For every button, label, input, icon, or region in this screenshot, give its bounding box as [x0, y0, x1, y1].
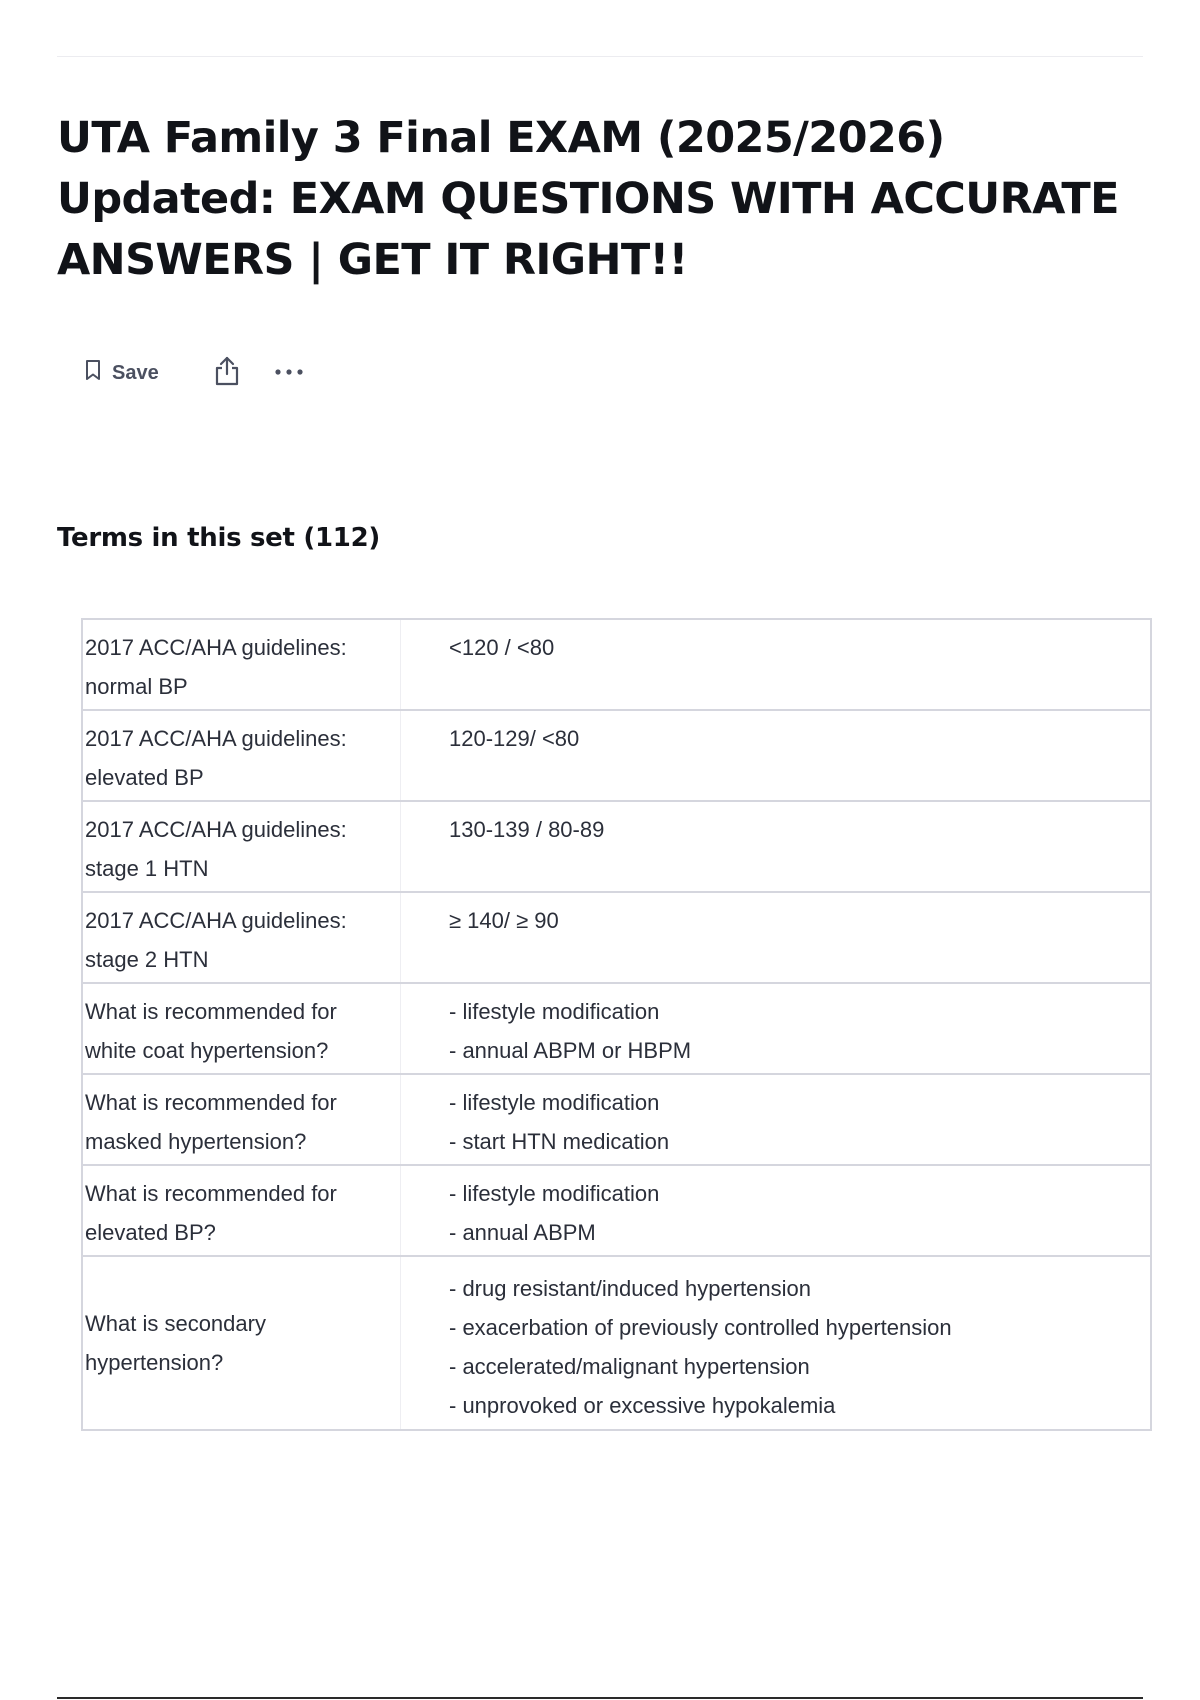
term-text: What is secondary hypertension?	[83, 1257, 401, 1429]
action-bar	[84, 356, 305, 390]
term-text: What is recommended for white coat hypertension?	[83, 984, 401, 1073]
term-definition	[401, 711, 1150, 800]
terms-list	[81, 620, 1152, 1431]
top-divider	[57, 56, 1143, 57]
term-definition	[401, 802, 1150, 891]
definition-line: 120-129/ <80	[449, 726, 580, 751]
term-definition	[401, 1166, 1150, 1255]
definition-line: - accelerated/malignant hypertension	[449, 1354, 810, 1379]
bottom-divider	[57, 1697, 1143, 1699]
term-text: 2017 ACC/AHA guidelines: stage 2 HTN	[83, 893, 401, 982]
bookmark-icon	[84, 359, 102, 387]
definition-line: - exacerbation of previously controlled hypertension	[449, 1315, 952, 1340]
term-definition	[401, 1075, 1150, 1164]
definition-line: 130-139 / 80-89	[449, 817, 605, 842]
term-text: What is recommended for elevated BP?	[83, 1166, 401, 1255]
term-definition	[401, 984, 1150, 1073]
term-row[interactable]	[81, 1073, 1152, 1166]
page-title: UTA Family 3 Final EXAM (2025/2026) Updated: EXAM QUESTIONS WITH ACCURATE ANSWERS | GET IT RIGHT!!	[57, 113, 1119, 285]
save-label: Save	[112, 361, 159, 384]
definition-line: - drug resistant/induced hypertension	[449, 1276, 811, 1301]
term-text: 2017 ACC/AHA guidelines: elevated BP	[83, 711, 401, 800]
term-text: What is recommended for masked hypertension?	[83, 1075, 401, 1164]
term-definition	[401, 893, 1150, 982]
definition-line: - lifestyle modification	[449, 999, 660, 1024]
term-definition	[401, 620, 1150, 709]
definition-line: - lifestyle modification	[449, 1090, 660, 1115]
term-row[interactable]	[81, 709, 1152, 802]
definition-line: ≥ 140/ ≥ 90	[449, 908, 559, 933]
share-icon	[213, 355, 241, 392]
term-row[interactable]	[81, 891, 1152, 984]
save-button[interactable]	[84, 359, 159, 387]
term-row[interactable]	[81, 618, 1152, 711]
definition-line: - annual ABPM or HBPM	[449, 1038, 692, 1063]
more-horizontal-icon	[273, 364, 305, 382]
term-row[interactable]	[81, 1255, 1152, 1431]
term-row[interactable]	[81, 982, 1152, 1075]
more-options-button[interactable]	[273, 364, 305, 382]
definition-line: - lifestyle modification	[449, 1181, 660, 1206]
term-text: 2017 ACC/AHA guidelines: stage 1 HTN	[83, 802, 401, 891]
definition-line: <120 / <80	[449, 635, 555, 660]
share-button[interactable]	[213, 355, 241, 392]
term-row[interactable]	[81, 1164, 1152, 1257]
term-row[interactable]	[81, 800, 1152, 893]
definition-line: - annual ABPM	[449, 1220, 596, 1245]
term-text: 2017 ACC/AHA guidelines: normal BP	[83, 620, 401, 709]
definition-line: - start HTN medication	[449, 1129, 670, 1154]
terms-heading: Terms in this set (112)	[57, 523, 380, 553]
term-definition	[401, 1257, 1150, 1429]
definition-line: - unprovoked or excessive hypokalemia	[449, 1393, 836, 1418]
